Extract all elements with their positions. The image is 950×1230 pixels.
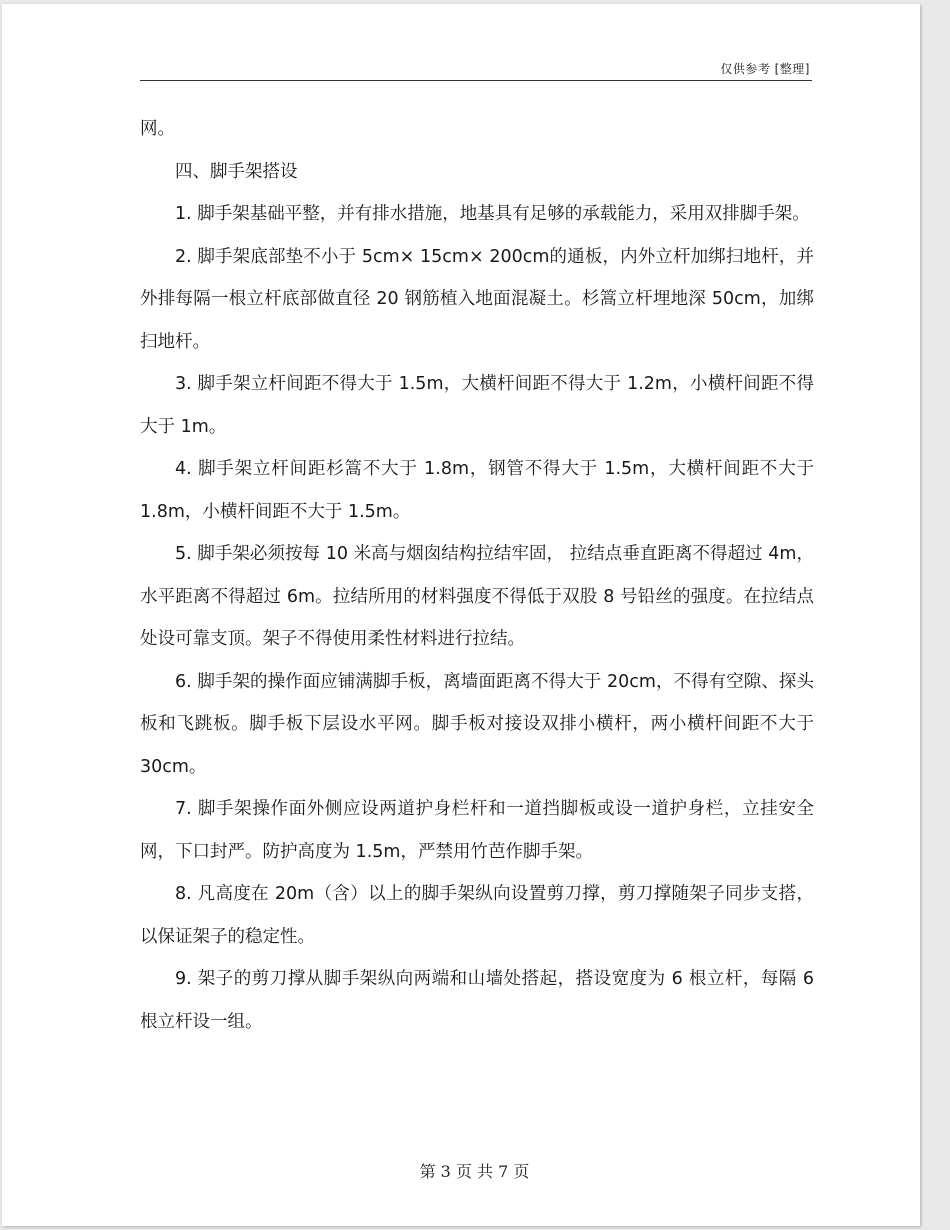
paragraph: 5. 脚手架必须按每 10 米高与烟囱结构拉结牢固， 拉结点垂直距离不得超过 4m，水平距离不得超过 6m。拉结所用的材料强度不得低于双股 8 号铅丝的强度。在拉结点处设可靠支顶。架子不得使用柔性材料进行拉结。 bbox=[140, 544, 814, 649]
paragraph: 6. 脚手架的操作面应铺满脚手板，离墙面距离不得大于 20cm，不得有空隙、探头板和飞跳板。脚手板下层设水平网。脚手板对接设双排小横杆，两小横杆间距不大于 30cm。 bbox=[140, 671, 814, 777]
paragraph: 7. 脚手架操作面外侧应设两道护身栏杆和一道挡脚板或设一道护身栏，立挂安全网，下口封严。防护高度为 1.5m，严禁用竹芭作脚手架。 bbox=[140, 799, 814, 862]
page-number: 第 3 页 共 7 页 bbox=[419, 1162, 530, 1181]
paragraph: 3. 脚手架立杆间距不得大于 1.5m，大横杆间距不得大于 1.2m，小横杆间距不得大于 1m。 bbox=[140, 374, 814, 437]
section-heading: 四、脚手架搭设 bbox=[175, 161, 298, 182]
paragraph: 网。 bbox=[140, 119, 175, 139]
document-page bbox=[2, 4, 920, 1226]
paragraph: 9. 架子的剪刀撑从脚手架纵向两端和山墙处搭起，搭设宽度为 6 根立杆，每隔 6 根立杆设一组。 bbox=[140, 969, 814, 1032]
header-divider bbox=[140, 80, 812, 81]
paragraph: 2. 脚手架底部垫不小于 5cm× 15cm× 200cm的通板，内外立杆加绑扫地杆，并外排每隔一根立杆底部做直径 20 钢筋植入地面混凝土。杉篙立杆埋地深 50cm，加绑扫地杆。 bbox=[140, 246, 814, 352]
header-note: 仅供参考 [整理] bbox=[720, 62, 810, 76]
document-body bbox=[140, 108, 814, 1043]
paragraph: 8. 凡高度在 20m（含）以上的脚手架纵向设置剪刀撑，剪刀撑随架子同步支搭，以保证架子的稳定性。 bbox=[140, 884, 814, 947]
paragraph: 4. 脚手架立杆间距杉篙不大于 1.8m，钢管不得大于 1.5m，大横杆间距不大于 1.8m，小横杆间距不大于 1.5m。 bbox=[140, 459, 814, 522]
paragraph: 1. 脚手架基础平整，并有排水措施，地基具有足够的承载能力，采用双排脚手架。 bbox=[175, 204, 810, 224]
